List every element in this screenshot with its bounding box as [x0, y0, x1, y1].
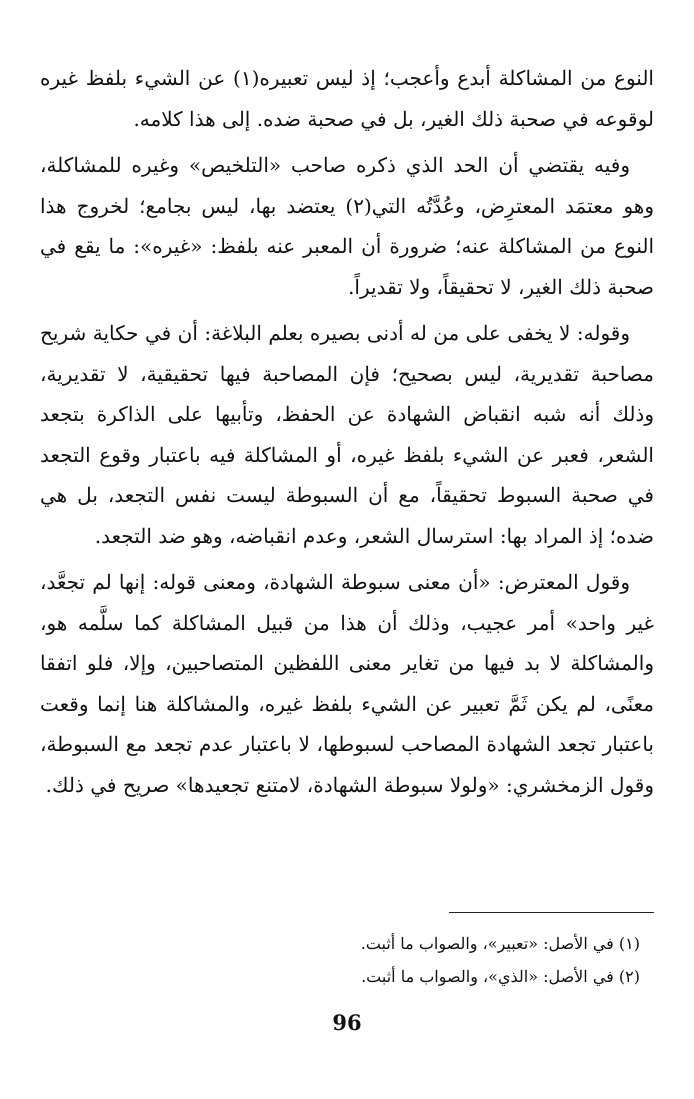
paragraph-2: وفيه يقتضي أن الحد الذي ذكره صاحب «التلخيص» وغيره للمشاكلة، وهو معتمَد المعترِض، وعُدَّتُه التي(٢) يعتضد بها، ليس بجامع؛ لخروج هذا النوع من المشاكلة عنه؛ ضرورة أن المعبر عنه بلفظ: «غيره»: ما يقع في صحبة ذلك الغير، لا تحقيقاً، ولا تقديراً. [40, 153, 654, 299]
footnote-1: (١) في الأصل: «تعبير»، والصواب ما أثبت. [360, 934, 640, 953]
page-number: 96 [332, 1010, 362, 1035]
footnote-separator [449, 912, 654, 913]
footnotes [40, 912, 654, 993]
paragraph-1: النوع من المشاكلة أبدع وأعجب؛ إذ ليس تعبيره(١) عن الشيء بلفظ غيره لوقوعه في صحبة ذلك الغير، بل في صحبة ضده. إلى هذا كلامه. [40, 66, 654, 131]
paragraph-3: وقوله: لا يخفى على من له أدنى بصيره بعلم البلاغة: أن في حكاية شريح مصاحبة تقديرية، ليس بصحيح؛ فإن المصاحبة فيها تحقيقية، لا تقديرية، وذلك أنه شبه انقباض الشهادة عن الحفظ، وتأبيها على الذاكرة بتجعد الشعر، فعبر عن الشيء بلفظ غيره، أو المشاكلة فيه باعتبار وقوع التجعد في صحبة السبوط تحقيقاً، مع أن السبوطة ليست نفس التجعد، بل هي ضده؛ إذ المراد بها: استرسال الشعر، وعدم انقباضه، وهو ضد التجعد. [40, 321, 654, 548]
main-text [40, 58, 654, 811]
footnote-2: (٢) في الأصل: «الذي»، والصواب ما أثبت. [361, 967, 640, 986]
paragraph-4: وقول المعترض: «أن معنى سبوطة الشهادة، ومعنى قوله: إنها لم تجعَّد، غير واحد» أمر عجيب، وذلك أن هذا من قبيل المشاكلة كما سلَّمه هو، والمشاكلة لا بد فيها من تغاير معنى اللفظين المتصاحبين، وإلا، فلو اتفقا معنًى، لم يكن ثَمَّ تعبير عن الشيء بلفظ غيره، والمشاكلة هنا إنما وقعت باعتبار تجعد الشهادة المصاحب لسبوطها، لا باعتبار عدم تجعد مع السبوطة، وقول الزمخشري: «ولولا سبوطة الشهادة، لامتنع تجعيدها» صريح في ذلك. [40, 570, 654, 797]
